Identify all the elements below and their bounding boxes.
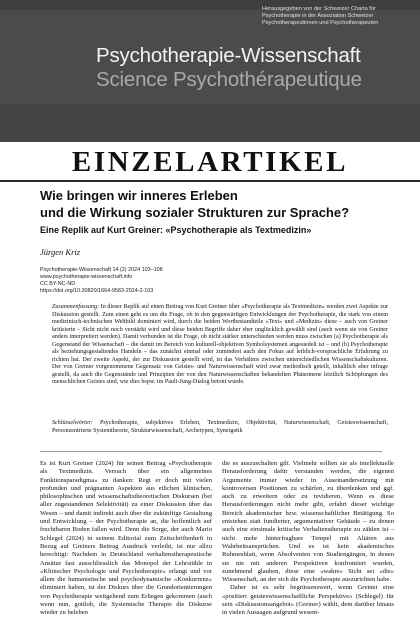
body-column-right	[222, 460, 394, 617]
citation-block	[40, 267, 163, 295]
article-title-line: und die Wirkung sozialer Strukturen zur Sprache?	[40, 204, 350, 220]
article-author: Jürgen Kriz	[40, 247, 81, 257]
publisher-line: Herausgegeben von der Schweizer Charta für	[262, 6, 376, 12]
abstract-text: In dieser Replik auf einen Beitrag von Kurt Greiner über «Psychotherapie als Textmedizin» werden zwei Aspekte zur Diskussion gestellt. Zum einen geht es um die Frage, ob in den gegenwärtigen Entwicklungen der Psychotherapie, die stark von einem medizinisch-technischen Weltbild dominiert wird, durch die beiden Wortbestandteile «Text» und «Medizin» diese – auch von Greiner kritisierte – Sicht nicht noch verstärkt wird und diese beiden Begriffe daher eher unglücklich gewählt sind (auch wenn sie von Greiner anders interpretiert werden). Damit verbunden ist die Frage, ob nicht stärker unterschieden werden muss zwischen (a) Psychotherapie als Gegenstand der Wissenschaft – die damit im Bereich von kulturell-objektiven Symbolsystemen angesiedelt ist – und (b) Psychotherapie als beziehungsgestaltendes Handeln – das zunächst einmal oder zumindest auch den Fokus auf leiblich-vorsprachliche Erfahrung zu richten hat. Der zweite Aspekt, der zur Diskussion gestellt wird, ist das Verhältnis zwischen unterschiedlichen Wissenschaftskulturen. Der von Greiner vorgenommene Gegensatz von Geistes- und Naturwissenschaft wird zwar methodisch geteilt, inhaltlich aber infrage gestellt, da auch die Gegenstände und Prinzipien der von den Naturwissenschaften behandelten Phänomene letztlich Schöpfungen des menschlichen Geistes sind, wie dies bspw. im Pauli-Jung-Dialog betont wurde.	[52, 304, 388, 385]
body-paragraph: Es ist Kurt Greiner (2024) für seinen Beitrag «Psychotherapie als Textmedizin. Versuch über ein allgemeines Funktionsparadigma» zu danken: Regt er doch mit vielen profunden und prägnanten Aspekten aus etlichen klinischen, philosophischen und wissenschaftstheoretischen Diskursen (bei aller zugestandenen Selektivität) zu einer Diskussion über das Wesen – und damit indirekt auch über die zukünftige Gestaltung und Entwicklung – der Psychotherapie an, die hoffentlich auf fruchtbaren Boden fallen wird. Denn die Sorge, der auch Mario Schlegel (2024) in seinem Editorial zum Zeitschriftenheft in Bezug auf Greiners Beitrag Ausdruck verleiht, ist nur allzu berechtigt: Nachdem in Deutschland verhaltenstherapeutische Ansätze fast ausschliesslich das Monopol der Lehrstühle in «Klinischer Psychologie und Psychotherapie» erlangt und vor allem die humanistische und psychodynamische «Konkurrenz» eliminiert haben, ist der Diskurs über die Grundorientierungen von Psychotherapie weitgehend zum Erliegen gekommen (auch wenn nun, gottlob, die Systemische Therapie die Diskurse wieder zu beleben	[40, 460, 212, 617]
citation-line: Psychotherapie-Wissenschaft 14 (2) 2024 103–108	[40, 267, 163, 273]
body-paragraph: die es auszuschalten gilt. Vielmehr sollten sie als intellektuelle Herausforderung dafür verstanden werden, die eigenen Argumente immer wieder in Auseinandersetzung mit kontroversen Positionen zu schärfen, zu überdenken und ggf. auch zu erweitern oder zu revidieren. Wenn es diese Herausforderungen nicht mehr gibt, erfahrt dieser wichtige Bereich akademischer bzw. wissenschaftlicher Betätigung. So entstehen statt fundierter, argumentativer Gebäude – zu denen auch eine einstmals kritische Verhaltenstherapie zu zählen ist – nicht mehr hinterfragbare Tempel mit Altären aus Wahrheitsansprüchen. Und es ist kein akademisches Ruhmesblatt, wenn Absolventen von Studiengängen, in denen sie nie mit anderen Perspektiven konfrontiert wurden, zunehmend glauben, diese eine «wahre» Sicht sei «die» Wissenschaft, an der sich die Psychotherapie auszurichten habe.	[222, 460, 394, 584]
keywords	[52, 420, 388, 435]
body-column-left	[40, 460, 212, 617]
abstract	[52, 304, 388, 387]
body-paragraph: Daher ist es sehr begrüssenswert, wenn Greiner eine «positiert geisteswissenschaftliche Perspektive» (Schlegel) für sein «Diskussionsangebot» (Greiner) wählt, dem darüber hinaus in vielen Aussagen aufgrund wesent-	[222, 584, 394, 617]
license-line: CC BY-NC-ND	[40, 281, 76, 287]
publisher-line: Psychotherapeutinnen und Psychotherapeuten	[262, 19, 379, 26]
section-label: EINZELARTIKEL	[71, 146, 349, 178]
journal-title-french: Science Psychothérapeutique	[96, 68, 362, 91]
article-subtitle: Eine Replik auf Kurt Greiner: «Psychotherapie als Textmedizin»	[40, 225, 312, 235]
banner-rule	[0, 180, 420, 182]
header-stripe	[0, 104, 420, 142]
publisher-line: Psychotherapie in der Assoziation Schweizer	[262, 12, 374, 19]
website-link[interactable]: www.psychotherapie-wissenschaft.info	[40, 274, 133, 280]
article-title-line: Wie bringen wir inneres Erleben	[40, 188, 238, 203]
article-title	[40, 188, 410, 221]
doi-link[interactable]: https://doi.org/10.30820/1664-9583-2024-2-103	[40, 288, 154, 294]
section-banner	[0, 142, 420, 180]
section-separator	[40, 451, 382, 452]
keywords-text: Psychotherapie, subjektives Erleben, Textmedizin, Objektivität, Naturwissenschaft, Geisteswissenschaft, Personzentrierte Systemtheorie, Strukturwissenschaft, Archetypen, Synergetik	[52, 420, 388, 434]
abstract-label: Zusammenfassung:	[52, 304, 100, 310]
keywords-label: Schlüsselwörter:	[52, 420, 93, 426]
publisher-note	[262, 6, 402, 26]
journal-header	[0, 0, 420, 142]
journal-title-german: Psychotherapie-Wissenschaft	[96, 44, 361, 67]
